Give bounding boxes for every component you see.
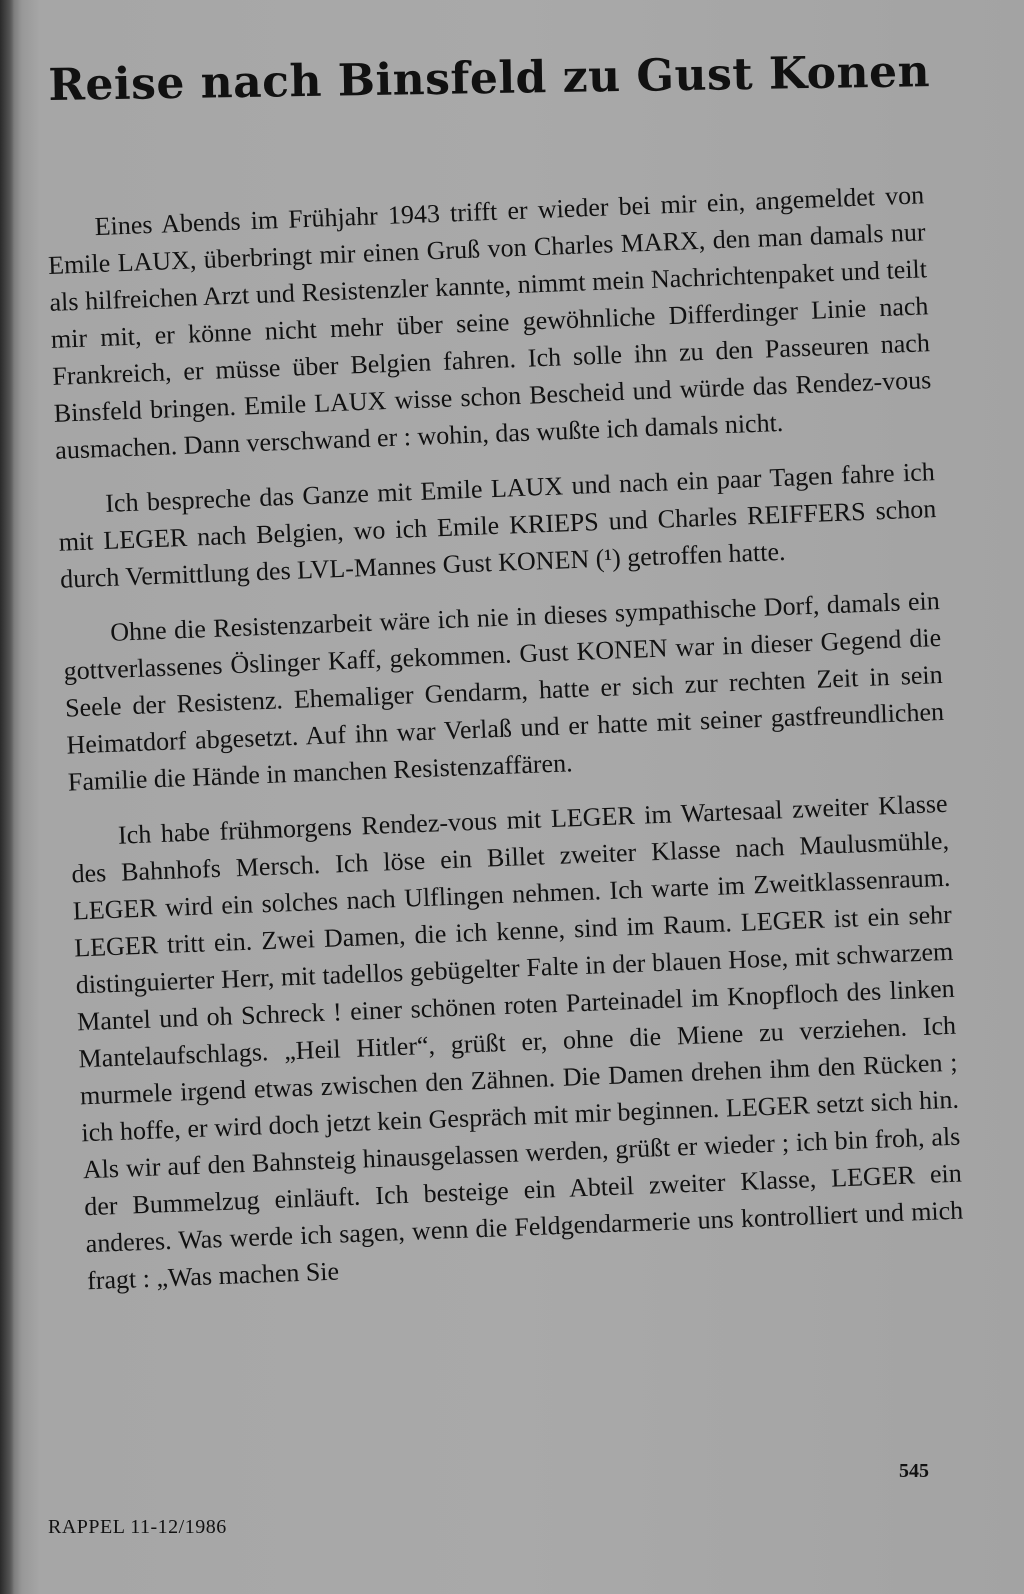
paragraph-2: Ich bespreche das Ganze mit Emile LAUX und nach ein paar Tagen fahre ich mit LEGER nach Belgien, wo ich Emile KRIEPS und Charles REIFFERS schon durch Vermittlung des LVL-Mannes Gust KONEN (¹) getroffen hatte.	[58, 457, 937, 594]
paragraph-4: Ich habe frühmorgens Rendez-vous mit LEGER im Wartesaal zweiter Klasse des Bahnhofs Mersch. Ich löse ein Billet zweiter Klasse nach Maulusmühle, LEGER wird ein solches nach Ulflingen nehmen. Ich warte im Zweitklassenraum. LEGER tritt ein. Zwei Damen, die ich kenne, sind im Raum. LEGER ist ein sehr distinguierter Herr, mit tadellos gebügelter Falte in der blauen Hose, mit schwarzem Mantel und oh Schreck ! einer schönen roten Parteinadel im Knopfloch des linken Mantelaufschlags. „Heil Hitler“, grüßt er, ohne die Miene zu verziehen. Ich murmele irgend etwas zwischen den Zähnen. Die Damen drehen ihm den Rücken ; ich hoffe, er wird doch jetzt kein Gespräch mit mir beginnen. LEGER setzt sich hin. Als wir auf den Bahnsteig hinausgelassen werden, grüßt er wieder ; ich bin froh, als der Bummelzug einläuft. Ich besteige ein Abteil zweiter Klasse, LEGER ein anderes. Was werde ich sagen, wenn die Feldgendarmerie uns kontrolliert und mich fragt : „Was machen Sie	[70, 788, 964, 1296]
article-body	[46, 176, 966, 1317]
page-number: 545	[899, 1460, 929, 1482]
paragraph-3: Ohne die Resistenzarbeit wäre ich nie in dieses sympathische Dorf, damals ein gottverlassenes Öslinger Kaff, gekommen. Gust KONEN war in dieser Gegend die Seele der Resistenz. Ehemaliger Gendarm, hatte er sich zur rechten Zeit in sein Heimatdorf abgesetzt. Auf ihn war Verlaß und er hatte mit seiner gastfreundlichen Familie die Hände in manchen Resistenzaffären.	[63, 585, 945, 797]
running-footer: RAPPEL 11-12/1986	[48, 1516, 227, 1538]
paragraph-1: Eines Abends im Frühjahr 1943 trifft er wieder bei mir ein, angemeldet von Emile LAUX, überbringt mir einen Gruß von Charles MARX, den man damals nur als hilfreichen Arzt und Resistenzler kannte, nimmt mein Nachrichtenpaket und teilt mir mit, er könne nicht mehr über seine gewöhnliche Differdinger Linie nach Frankreich, er müsse über Belgien fahren. Ich solle ihn zu den Passeuren nach Binsfeld bringen. Emile LAUX wisse schon Bescheid und würde das Rendez-vous ausmachen. Dann verschwand er : wohin, das wußte ich damals nicht.	[47, 180, 932, 465]
article-title: Reise nach Binsfeld zu Gust Konen	[47, 46, 931, 111]
